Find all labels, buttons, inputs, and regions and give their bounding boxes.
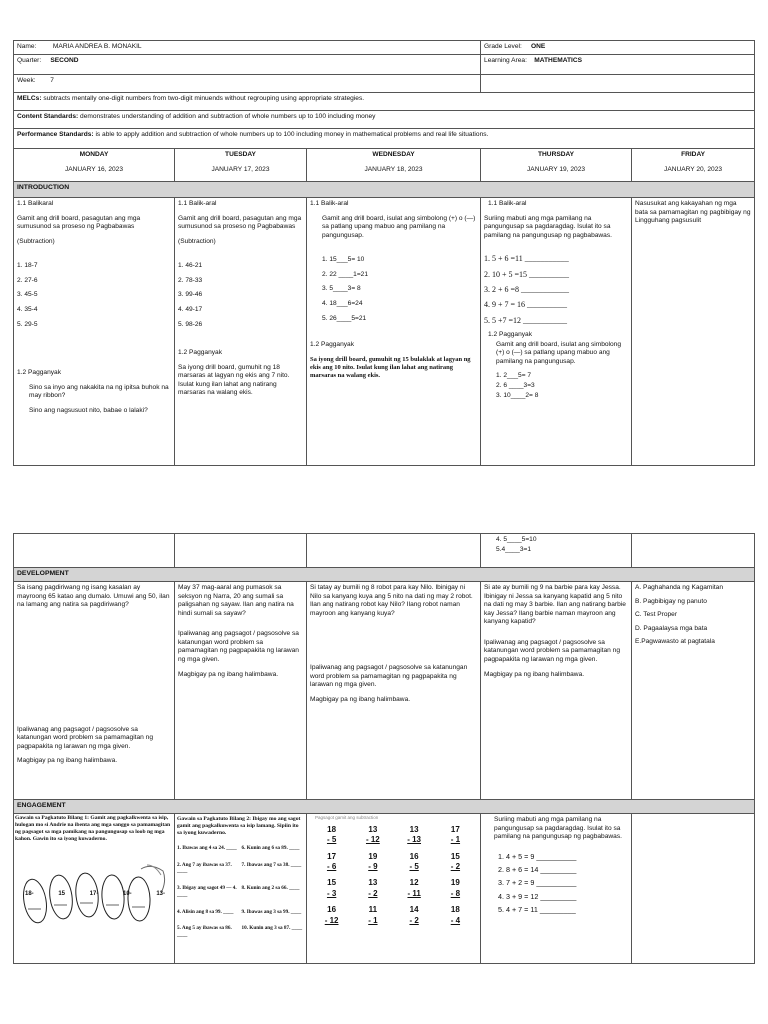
grade-label: Grade Level: xyxy=(484,43,522,50)
content-standards-row xyxy=(14,111,755,129)
minuend: 13 xyxy=(409,824,419,834)
more-examples-text: Magbigay pa ng ibang halimbawa. xyxy=(310,695,411,703)
performance-standards-row xyxy=(14,129,755,149)
day-name: WEDNESDAY xyxy=(372,151,415,158)
day-date: JANUARY 18, 2023 xyxy=(364,165,423,173)
pagganyak-text: Sa iyong drill board, gumuhit ng 18 marsaras at lagyan ng ekis ang 7 nito. Isulat kung ilan lahat ang natirang marsaras na walang ekis. xyxy=(178,363,290,397)
worksheet-item: 4. Alisin ang 8 sa 99. ____ xyxy=(177,908,234,915)
minuend: 15 xyxy=(450,851,460,861)
subtraction-problem xyxy=(394,852,435,873)
minuend: 13 xyxy=(368,824,378,834)
balik-aral-heading: 1.1 Balik-aral xyxy=(488,200,527,207)
intro-thursday xyxy=(481,198,632,466)
content-standards-label: Content Standards: xyxy=(17,113,79,120)
minuend: 15 xyxy=(327,878,337,888)
subtraction-problem xyxy=(311,878,352,899)
subtrahend: - 2 xyxy=(409,915,419,925)
subtraction-problem xyxy=(311,825,352,846)
subtraction-problem xyxy=(352,878,393,899)
subtraction-grid xyxy=(311,821,476,926)
intro-wednesday xyxy=(307,198,481,466)
intro-subtitle: (Subtraction) xyxy=(17,237,55,245)
quarter-value: SECOND xyxy=(50,57,79,64)
pagganyak-item: 1. 2___5= 7 xyxy=(496,372,532,380)
intro-item: 5. 26____5=21 xyxy=(322,314,367,322)
intro-item: 5. 98-26 xyxy=(178,320,203,328)
eng-equation: 3. 7 + 2 = 9 __________ xyxy=(498,878,577,888)
day-wednesday xyxy=(307,149,481,182)
continuation-table xyxy=(13,533,755,964)
intro-friday xyxy=(632,198,755,466)
intro-equation: 4. 9 + 7 = 16 __________ xyxy=(484,300,568,310)
intro-item: 2. 78-33 xyxy=(178,276,203,284)
intro-item: 5. 29-5 xyxy=(17,320,38,328)
area-row xyxy=(481,55,755,75)
minuend: 16 xyxy=(327,905,337,915)
intro-instruction: Gamit ang drill board, pasagutan ang mga sumusunod sa proseso ng Pagbabawas xyxy=(17,214,141,231)
melcs-row xyxy=(14,93,755,111)
worksheet-item: 9. Ibawas ang 3 sa 99. ____ xyxy=(241,908,302,915)
pagganyak-item: 3. 10____2= 8 xyxy=(496,391,539,399)
pagganyak-text: Sa iyong drill board, gumuhit ng 15 bulaklak at lagyan ng ekis ang 10 nito. Isulat kung ilan lahat ang natirang marsaras na walang ekis. xyxy=(310,355,471,379)
section-development: DEVELOPMENT xyxy=(14,568,755,582)
grade-value: ONE xyxy=(530,43,546,50)
intro-thursday-continued xyxy=(481,534,632,568)
dev-tuesday xyxy=(175,582,307,800)
more-examples-text: Magbigay pa ng ibang halimbawa. xyxy=(178,670,279,678)
friday-step: E.Pagwawasto at pagtatala xyxy=(635,638,715,646)
teacher-name: MARIA ANDREA B. MONAKIL xyxy=(52,43,142,50)
minuend: 16 xyxy=(409,851,419,861)
pagganyak-item: 4. 5____5=10 xyxy=(496,536,537,543)
intro-item: 3. 45-5 xyxy=(17,291,38,299)
day-name: MONDAY xyxy=(79,151,109,158)
intro-monday xyxy=(14,198,175,466)
day-date: JANUARY 19, 2023 xyxy=(527,165,586,173)
intro-item: 4. 18___6=24 xyxy=(322,299,363,307)
worksheet-title: Gawain sa Pagkatuto Bilang 2: Ibigay mo ang sagot gamit ang pagkalkuwenta sa isip lamang. Sipiin ito sa iyong kuwaderno. xyxy=(177,816,301,836)
subtrahend: - 12 xyxy=(365,835,380,845)
section-introduction: INTRODUCTION xyxy=(14,182,755,198)
eng-equation: 2. 8 + 6 = 14 _________ xyxy=(498,865,577,875)
dev-thursday xyxy=(481,582,632,800)
day-tuesday xyxy=(175,149,307,182)
area-value: MATHEMATICS xyxy=(534,57,583,64)
subtraction-problem xyxy=(352,852,393,873)
name-label: Name: xyxy=(17,43,37,50)
mango-number: 15 xyxy=(58,891,66,897)
balik-aral-heading: 1.1 Balik-aral xyxy=(178,200,217,207)
day-name: TUESDAY xyxy=(225,151,256,158)
worksheet-item: 10. Kunin ang 3 sa 87. ____ xyxy=(241,925,303,932)
subtrahend: - 2 xyxy=(368,888,378,898)
explain-text: Ipaliwanag ang pagsagot / pagsosolve sa katanungan word problem sa pamamagitan ng pagpapakita ng larawan ng mga given. xyxy=(17,725,153,750)
eng-instruction: Suriing mabuti ang mga pamilang na pangungusap sa pagdaragdag. Isulat ito sa pamilang na pangungusap ng pagbabawas. xyxy=(494,816,622,841)
intro-equation: 5. 5 +7 =12 ___________ xyxy=(484,315,568,325)
content-standards-text: demonstrates understanding of addition and subtraction of whole numbers up to 100 including money xyxy=(80,113,376,120)
subtrahend: - 1 xyxy=(450,835,461,845)
subtraction-problem xyxy=(311,905,352,926)
intro-tuesday xyxy=(175,198,307,466)
pagganyak-heading: 1.2 Pagganyak xyxy=(17,369,61,377)
subtrahend: - 1 xyxy=(368,915,378,925)
subtrahend: - 4 xyxy=(450,915,461,925)
subtrahend: - 11 xyxy=(407,888,421,898)
dev-monday xyxy=(14,582,175,800)
lesson-plan-page-1 xyxy=(13,40,754,471)
worksheet-item: 6. Kunin ang 6 sa 89. ____ xyxy=(241,844,300,851)
intro-item: 3. 99-46 xyxy=(178,291,203,299)
week-value: 7 xyxy=(50,77,54,84)
day-friday xyxy=(632,149,755,182)
lesson-plan-page-2 xyxy=(13,533,754,965)
eng-tuesday xyxy=(175,814,307,964)
day-name: THURSDAY xyxy=(538,151,575,158)
minuend: 13 xyxy=(368,878,378,888)
mango-number: 10- xyxy=(123,891,132,897)
day-monday xyxy=(14,149,175,182)
pagganyak-heading: 1.2 Pagganyak xyxy=(178,349,222,357)
worksheet-item: 2. Ang 7 ay ibawas sa 37. ____ xyxy=(177,861,232,875)
intro-item: 2. 22 ____1=21 xyxy=(322,270,369,278)
day-date: JANUARY 20, 2023 xyxy=(664,165,723,173)
worksheet-item: 5. Ang 5 ay ibawas sa 86. ____ xyxy=(177,925,232,939)
worksheet-item: 1. Ibawas ang 4 sa 24. ____ xyxy=(177,844,237,851)
eng-wednesday xyxy=(307,814,481,964)
dev-friday xyxy=(632,582,755,800)
day-name: FRIDAY xyxy=(681,151,705,158)
pagganyak-item: 5.4____3=1 xyxy=(496,545,532,553)
subtrahend: - 9 xyxy=(368,862,378,872)
eng-friday xyxy=(632,814,755,964)
more-examples-text: Magbigay pa ng ibang halimbawa. xyxy=(484,670,585,678)
performance-standards-text: is able to apply addition and subtraction of whole numbers up to 100 including money in mathematical problems and real life situations. xyxy=(95,131,489,138)
mango-number: 17- xyxy=(89,891,99,897)
word-problem: Si ate ay bumili ng 9 na barbie para kay Jessa. Ibinigay ni Jessa sa kanyang kapatid ang 5 nito na dati ng may 3 barbie. Ilan ang natirang barbie kay Jessa? Ilang barbie naman mayroon ang kanyang kapatid? xyxy=(484,584,626,626)
pagganyak-question: Sino sa inyo ang nakakita na ng ipitsa buhok na may ribbon? xyxy=(29,383,169,400)
worksheet-item: 3. Ibigay ang sagot 49 — 4. ____ xyxy=(177,885,237,898)
subtraction-problem xyxy=(435,825,476,846)
intro-item: 4. 49-17 xyxy=(178,305,203,313)
intro-item: 1. 46-21 xyxy=(178,262,203,270)
intro-item: 1. 15___5= 10 xyxy=(322,256,365,264)
worksheet-caption: Pagsagot gamit ang subtraction xyxy=(315,815,379,820)
intro-instruction: Suriing mabuti ang mga pamilang na pangungusap sa pagdaragdag. Isulat ito sa pamilang na pangungusap ng pagbabawas. xyxy=(484,214,612,239)
introduction-row xyxy=(14,198,755,466)
minuend: 11 xyxy=(368,905,378,915)
explain-text: Ipaliwanag ang pagsagot / pagsosolve sa katanungan word problem sa pamamagitan ng pagpapakita ng larawan ng mga given. xyxy=(310,664,468,689)
minuend: 12 xyxy=(409,878,419,888)
melcs-label: MELCs: xyxy=(17,95,42,102)
intro-equation: 3. 2 + 6 =8 ____________ xyxy=(484,285,570,295)
subtraction-problem xyxy=(352,905,393,926)
grade-row xyxy=(481,41,755,55)
subtraction-problem xyxy=(435,878,476,899)
eng-equation: 5. 4 + 7 = 11 _________ xyxy=(498,905,576,915)
area-label: Learning Area: xyxy=(484,57,527,64)
subtrahend: - 2 xyxy=(450,862,461,872)
development-row xyxy=(14,582,755,800)
subtrahend: - 5 xyxy=(326,835,337,845)
minuend: 14 xyxy=(409,905,419,915)
subtraction-problem xyxy=(352,825,393,846)
subtraction-problem xyxy=(435,852,476,873)
friday-step: B. Pagbibigay ng panuto xyxy=(635,597,707,605)
explain-text: Ipaliwanag ang pagsagot / pagsosolve sa katanungan word problem sa pamamagitan ng pagpapakita ng larawan ng mga given. xyxy=(178,630,299,663)
intro-instruction: Gamit ang drill board, isulat ang simbolong (+) o (—) sa patlang upang mabuo ang pamilang na pangungusap. xyxy=(322,214,476,239)
intro-item: 3. 5____3= 8 xyxy=(322,285,361,293)
subtrahend: - 6 xyxy=(326,862,337,872)
eng-equation: 1. 4 + 5 = 9 __________ xyxy=(498,851,577,861)
subtraction-problem xyxy=(394,905,435,926)
pagganyak-heading: 1.2 Pagganyak xyxy=(488,331,533,339)
word-problem: Si tatay ay bumili ng 8 robot para kay Nilo. Ibinigay ni Nilo sa kanyang kuya ang 5 nito na dati ng may 2 robot. Ilan ang natirang robot kay Nilo? Ilang robot naman mayroon ang kanyang kuya? xyxy=(310,584,473,617)
intro-equation: 1. 5 + 6 =11 ___________ xyxy=(484,254,569,264)
worksheet-item: 8. Kunin ang 2 sa 66. ____ xyxy=(241,885,300,892)
balik-aral-heading: 1.1 Balik-aral xyxy=(310,200,349,207)
worksheet-title: Gawain sa Pagkatuto Bilang 1: Gamit ang pagkalkwenta sa isip, hulogan mo si Andrie na ibenta ang mga sanggo sa pamamagitan ng pagsagot sa mga pamikang na pangungusap sa loob ng mga kahon. Gawin ito sa iyong kuwaderno. xyxy=(15,815,171,842)
subtrahend: - 12 xyxy=(324,915,339,925)
continuation-row xyxy=(14,534,755,568)
melcs-text: subtracts mentally one-digit numbers from two-digit minuends without regrouping using appropriate strategies. xyxy=(43,95,365,102)
balik-aral-heading: 1.1 Balikaral xyxy=(17,200,54,207)
pagganyak-heading: 1.2 Pagganyak xyxy=(310,341,354,349)
subtrahend: - 5 xyxy=(409,862,419,872)
day-header-row xyxy=(14,149,755,182)
subtraction-problem xyxy=(435,905,476,926)
minuend: 19 xyxy=(450,878,460,888)
eng-equation: 4. 3 + 9 = 12 _________ xyxy=(498,891,577,901)
subtrahend: - 13 xyxy=(407,835,422,845)
week-label: Week: xyxy=(17,77,36,84)
dev-wednesday xyxy=(307,582,481,800)
friday-step: D. Pagaalaysa mga bata xyxy=(635,624,708,632)
pagganyak-item: 2. 6 ____3=3 xyxy=(496,382,535,390)
intro-item: 4. 35-4 xyxy=(17,305,38,313)
subtraction-problem xyxy=(394,878,435,899)
friday-step: C. Test Proper xyxy=(635,611,678,619)
worksheet-image-1 xyxy=(15,815,173,949)
mango-drawings xyxy=(21,861,169,941)
minuend: 19 xyxy=(368,851,378,861)
performance-standards-label: Performance Standards: xyxy=(17,131,94,138)
name-row xyxy=(14,41,481,55)
section-engagement: ENGAGEMENT xyxy=(14,800,755,814)
quarter-label: Quarter: xyxy=(17,57,42,64)
header-table xyxy=(13,40,755,466)
word-problem: Sa isang pagdiriwang ng isang kasalan ay mayroong 65 katao ang dumalo. Umuwi ang 50, ilan na lamang ang natira sa pagdiriwang? xyxy=(17,584,170,609)
eng-monday xyxy=(14,814,175,964)
day-date: JANUARY 16, 2023 xyxy=(64,165,124,173)
mango-number: 18- xyxy=(25,891,34,897)
intro-instruction: Gamit ang drill board, pasagutan ang mga sumusunod sa proseso ng Pagbabawas xyxy=(178,214,302,231)
day-date: JANUARY 17, 2023 xyxy=(211,165,270,173)
minuend: 17 xyxy=(327,851,337,861)
intro-item: 1. 18-7 xyxy=(17,262,38,270)
intro-equation: 2. 10 + 5 =15 __________ xyxy=(484,269,570,279)
intro-subtitle: (Subtraction) xyxy=(178,237,216,245)
day-thursday xyxy=(481,149,632,182)
minuend: 18 xyxy=(327,824,337,834)
quarter-row xyxy=(14,55,481,75)
pagganyak-text: Gamit ang drill board, isulat ang simbolong (+) o (—) sa patlang upang mabuo ang pamilang na pangungusap. xyxy=(496,340,622,365)
subtrahend: - 8 xyxy=(450,888,461,898)
subtrahend: - 3 xyxy=(326,888,337,898)
more-examples-text: Magbigay pa ng ibang halimbawa. xyxy=(17,757,118,765)
eng-thursday xyxy=(481,814,632,964)
engagement-row xyxy=(14,814,755,964)
word-problem: May 37 mag-aaral ang pumasok sa seksyon ng Narra, 20 ang sumali sa paligsahan ng sayaw. Ilan ang natira na hindi sumali sa sayaw? xyxy=(178,584,294,617)
subtraction-problem xyxy=(311,852,352,873)
worksheet-item: 7. Ibawas ang 7 sa 38. ____ xyxy=(241,861,302,868)
minuend: 17 xyxy=(450,824,460,834)
week-row xyxy=(14,75,481,93)
pagganyak-question: Sino ang nagsusuot nito, babae o lalaki? xyxy=(29,406,148,414)
intro-item: 2. 27-6 xyxy=(17,276,38,284)
friday-text: Nasusukat ang kakayahan ng mga bata sa pamamagitan ng pagbibigay ng Lingguhang pagsusulit xyxy=(635,200,751,225)
explain-text: Ipaliwanag ang pagsagot / pagsosolve sa katanungan word problem sa pamamagitan ng pagpapakita ng larawan ng mga given. xyxy=(484,638,620,663)
friday-step: A. Paghahanda ng Kagamitan xyxy=(635,584,723,591)
subtraction-problem xyxy=(394,825,435,846)
minuend: 18 xyxy=(450,905,460,915)
mango-number: 13- xyxy=(156,891,165,897)
